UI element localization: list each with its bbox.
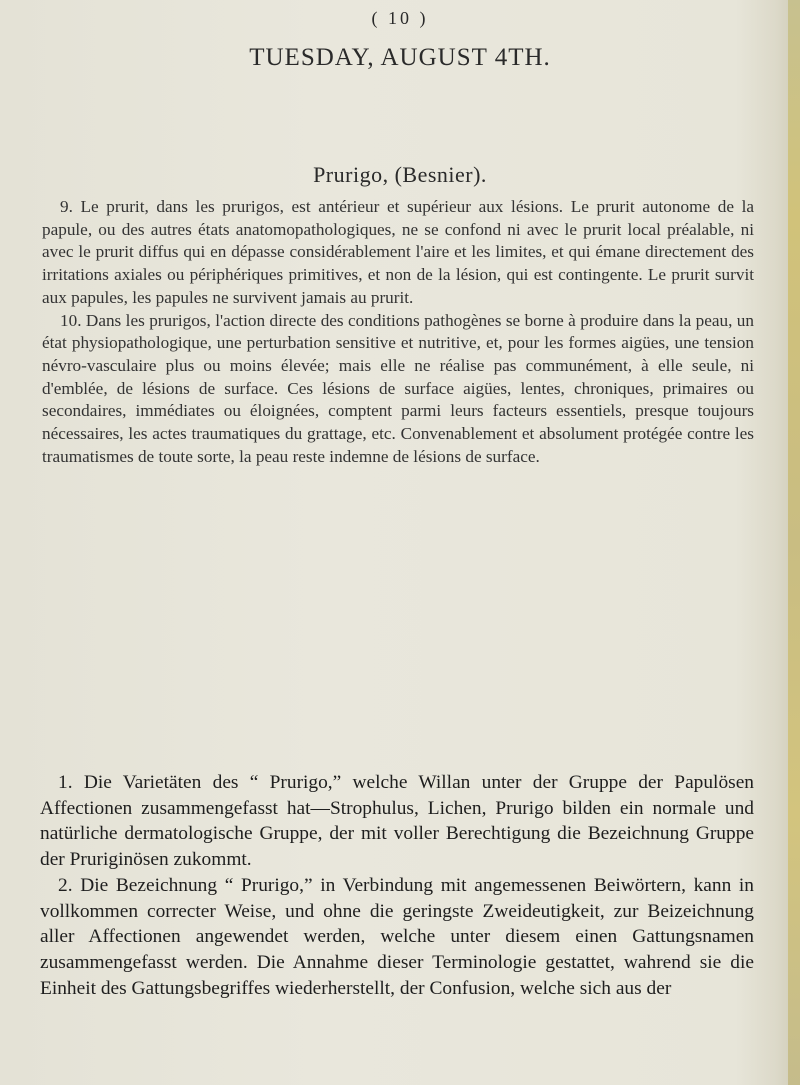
page-number: ( 10 ) (371, 8, 429, 28)
paragraph-1: 1. Die Varietäten des “ Prurigo,” welche Willan unter der Gruppe der Papulösen Affectionen zusammengefasst hat—Strophulus, Lichen, Prurigo bilden ein normale und natürliche dermatologische Gruppe, der mit voller Berechtigung die Bezeichnung Gruppe der Pruriginösen zukommt. (40, 772, 754, 871)
french-text-block (42, 196, 754, 468)
german-text-block (40, 770, 754, 1001)
section-heading: Prurigo, (Besnier). (313, 162, 487, 187)
paragraph-9: 9. Le prurit, dans les prurigos, est antérieur et supérieur aux lésions. Le prurit autonome de la papule, ou des autres états anatomopathologiques, ne se confond ni avec le prurit local préalable, ni avec le prurit diffus qui en dépasse considérablement l'aire et les limites, et qui émane directement des irritations axiales ou périphériques primitives, et non de la lésion, qui est contingente. Le prurit survit aux papules, les papules ne survivent jamais au prurit. (42, 197, 754, 307)
paragraph-10: 10. Dans les prurigos, l'action directe des conditions pathogènes se borne à produire dans la peau, un état physiopathologique, une perturbation sensitive et nutritive, et, pour les formes aigües, une tension névro-vasculaire plus ou moins élevée; mais elle ne réalise pas communément, à elle seule, ni d'emblée, de lésions de surface. Ces lésions de surface aigües, lentes, chroniques, primaires ou secondaires, immédiates ou éloignées, comptent parmi leurs facteurs essentiels, presque toujours nécessaires, les actes traumatiques du grattage, etc. Convenablement et absolument protégée contre les traumatismes de toute sorte, la peau reste indemne de lésions de surface. (42, 310, 754, 466)
page-title: TUESDAY, AUGUST 4TH. (249, 44, 551, 71)
paragraph-2: 2. Die Bezeichnung “ Prurigo,” in Verbindung mit angemessenen Beiwörtern, kann in vollkommen correcter Weise, und ohne die geringste Zweideutigkeit, zur Beizeichnung aller Affectionen angewendet werden, welche unter diesem einen Gattungsnamen zusammengefasst werden. Die Annahme dieser Terminologie gestattet, wahrend sie die Einheit des Gattungsbegriffes wiederherstellt, der Confusion, welche sich aus der (40, 874, 754, 999)
